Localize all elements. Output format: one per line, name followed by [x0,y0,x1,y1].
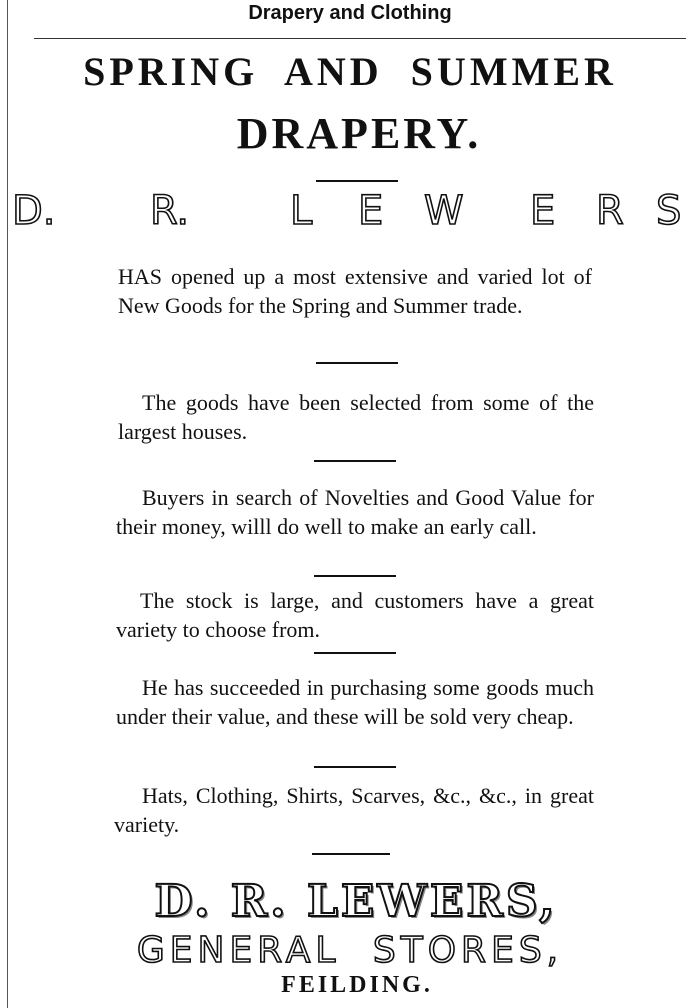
name-letter-s: S [656,188,682,234]
divider-rule [316,362,398,364]
paragraph-stock: The stock is large, and customers have a great variety to choose from. [116,588,594,642]
name-letter-e2: E [530,188,556,234]
paragraph-purchasing: He has succeeded in purchasing some goods much under their value, and these will be sold very cheap. [116,675,594,729]
name-letter-l: L [290,188,313,234]
name-letter-e: E [358,188,384,234]
merchant-name-banner [8,188,700,234]
name-letter-r2: R [596,188,624,234]
divider-rule [314,766,396,768]
headline-spring-summer: SPRING AND SUMMER [83,49,617,94]
paragraph-novelties: Buyers in search of Novelties and Good Value for their money, willl do well to make an early call. [116,485,594,539]
headline-drapery: DRAPERY. [236,109,482,158]
closing-town: FEILDING. [281,972,433,998]
closing-merchant-name: D. R. LEWERS, [154,876,558,927]
name-letter-d: D. [12,188,56,234]
paragraph-hats-clothing: Hats, Clothing, Shirts, Scarves, &c., &c., in great variety. [114,783,594,837]
divider-rule [314,575,396,577]
paragraph-selected-goods: The goods have been selected from some of the largest houses. [118,390,594,444]
name-letter-r: R. [150,188,190,234]
divider-rule [316,180,398,182]
divider-rule [314,652,396,654]
divider-rule [312,853,390,855]
header-rule [34,38,686,39]
section-header: Drapery and Clothing [248,2,452,24]
closing-general-stores: GENERAL STORES, [136,930,564,971]
name-letter-w: W [424,188,464,234]
divider-rule [314,460,396,462]
paragraph-new-goods: HAS opened up a most extensive and varied lot of New Goods for the Spring and Summer trade. [118,264,592,318]
